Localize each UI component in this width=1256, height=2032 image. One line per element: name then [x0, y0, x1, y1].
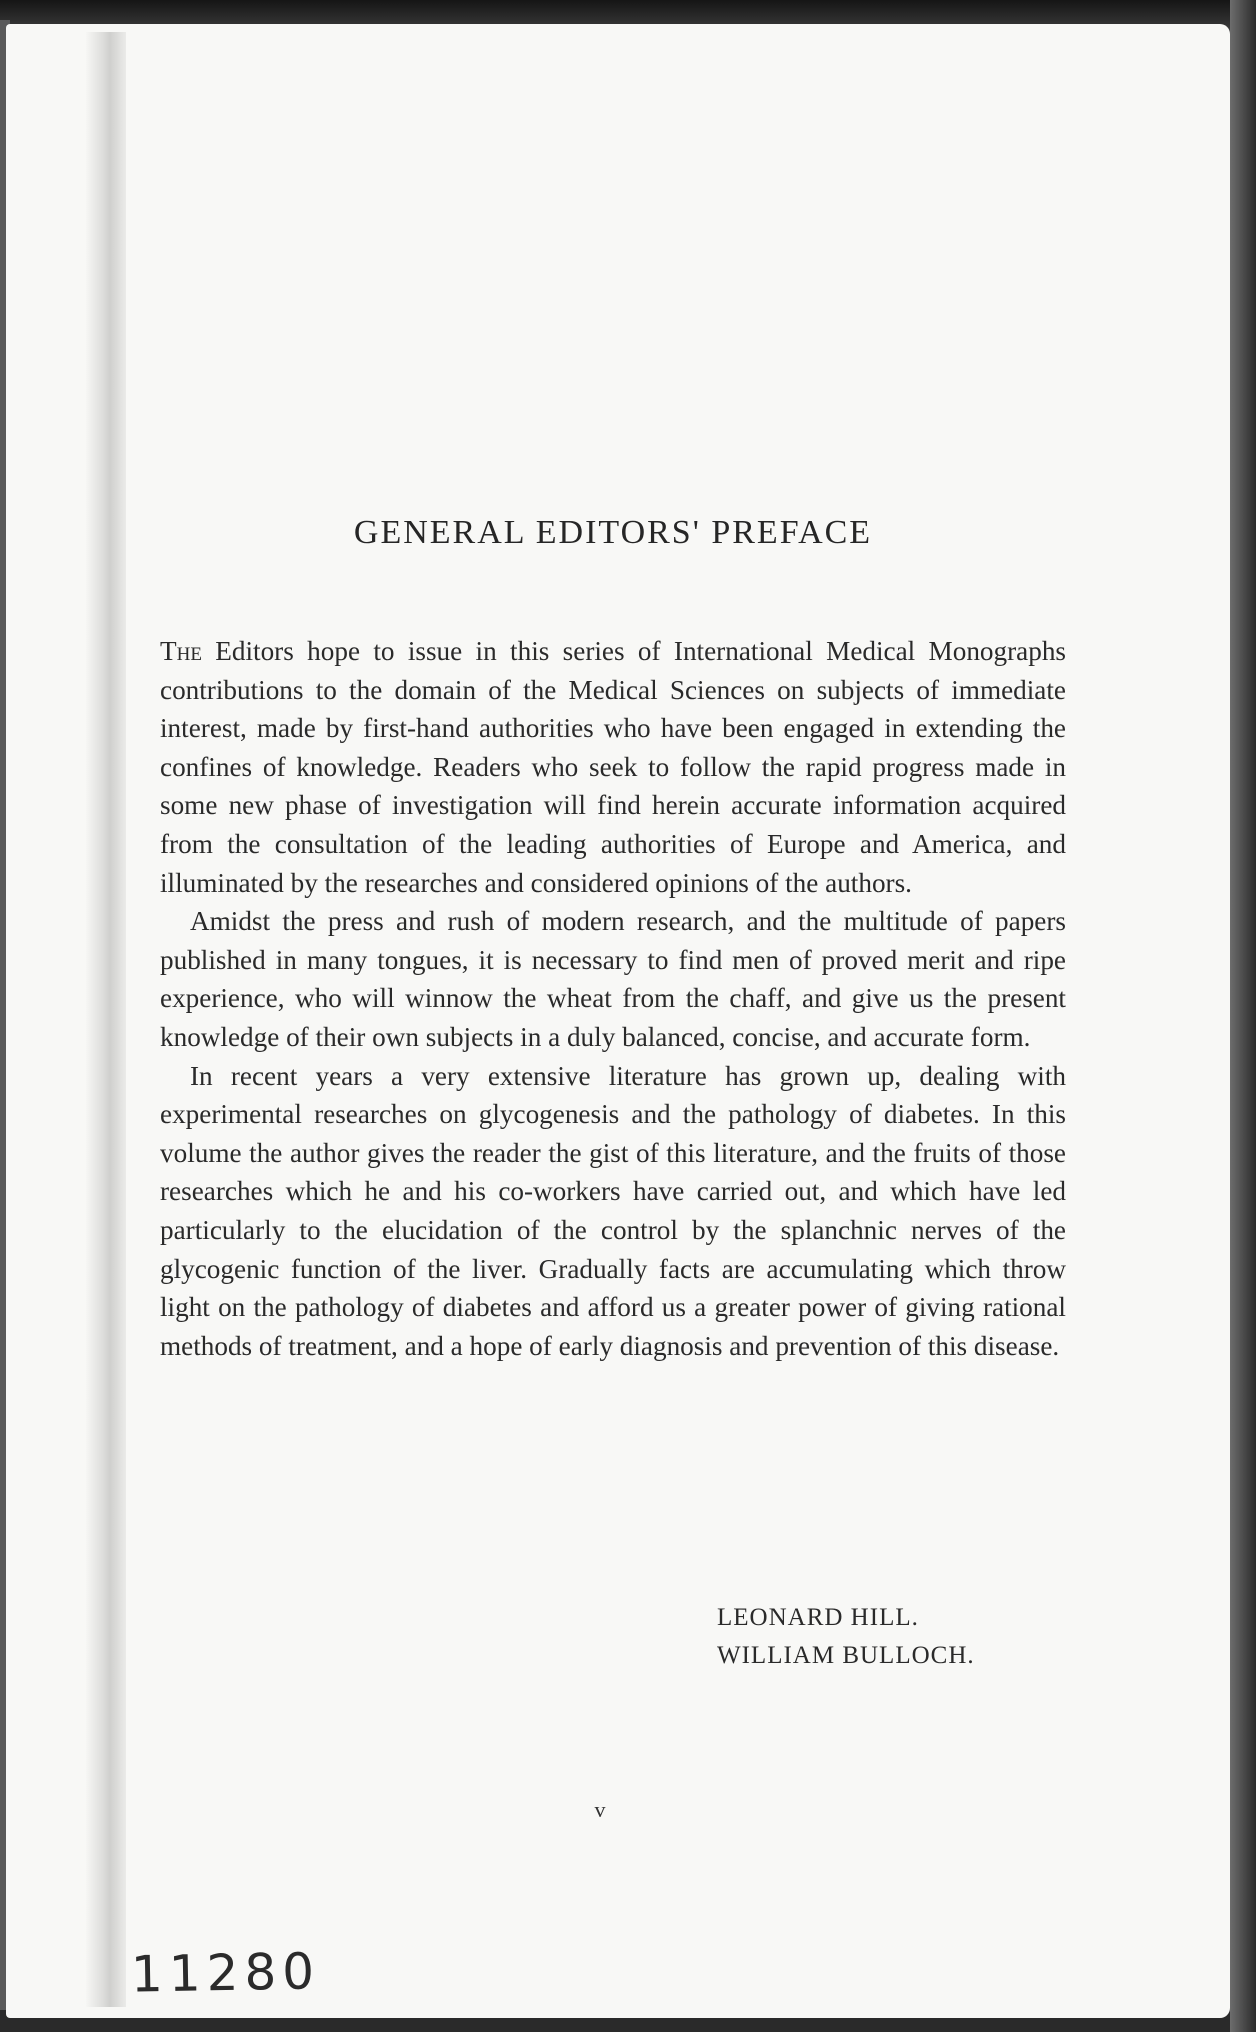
handwritten-accession-number: 11280 — [130, 1942, 321, 2004]
paragraph-text: In recent years a very extensive literature has grown up, dealing with experimental researches on glycogenesis and the pathology of diabetes. In this volume the author gives the reader the gist of this literature, and the fruits of those researches which he and his co-workers have carried out, and which have led particularly to the elucidation of the control by the splanchnic nerves of the glycogenic function of the liver. Gradually facts are accumulating which throw light on the pathology of diabetes and afford us a greater power of giving rational methods of treatment, and a hope of early diagnosis and prevention of this disease. — [160, 1060, 1066, 1361]
book-page — [6, 24, 1230, 2018]
page-title: GENERAL EDITORS' PREFACE — [353, 514, 873, 551]
paragraph-text: Amidst the press and rush of modern research, and the multitude of papers published in many tongues, it is necessary to find men of proved merit and ripe experience, who will winnow the wheat from the chaff, and give us the present knowledge of their own subjects in a duly balanced, concise, and accurate form. — [160, 906, 1066, 1052]
paragraph — [160, 1057, 1066, 1366]
page-gutter-shadow — [86, 32, 126, 2007]
signature-line: WILLIAM BULLOCH. — [717, 1642, 975, 1669]
scan-right-edge — [1230, 0, 1256, 2032]
page-number: v — [594, 1797, 606, 1822]
signature-line: LEONARD HILL. — [717, 1604, 919, 1631]
drop-lead-word: The — [160, 636, 202, 666]
paragraph — [160, 632, 1066, 902]
preface-body — [160, 632, 1066, 1365]
paragraph-text: Editors hope to issue in this series of International Medical Monographs contributions to the domain of the Medical Sciences on subjects of immediate interest, made by first-hand authorities who have been engaged in extending the confines of knowledge. Readers who seek to follow the rapid progress made in some new phase of investigation will find herein accurate information acquired from the consultation of the leading authorities of Europe and America, and illuminated by the researches and considered opinions of the authors. — [160, 636, 1066, 898]
editor-signatures — [717, 1599, 975, 1675]
paragraph — [160, 902, 1066, 1056]
